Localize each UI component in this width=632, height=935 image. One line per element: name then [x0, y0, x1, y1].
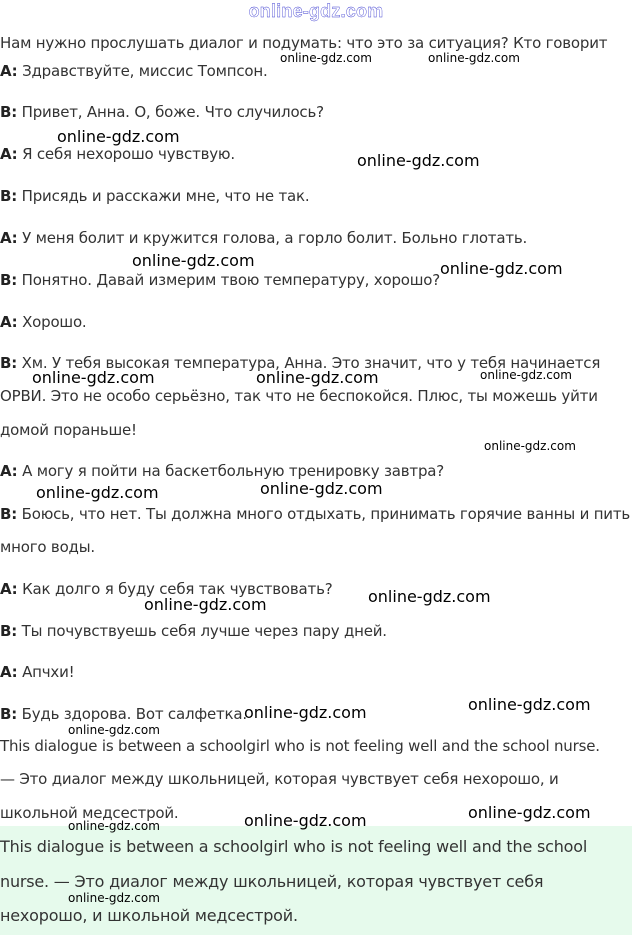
dialogue-text: А могу я пойти на баскетбольную тренировку завтра? [22, 462, 445, 480]
watermark: online-gdz.com [68, 891, 160, 905]
speaker-label: B: [0, 271, 18, 289]
dialogue-line [0, 504, 630, 524]
watermark: online-gdz.com [280, 51, 372, 65]
watermark: online-gdz.com [244, 703, 367, 722]
site-header-logo[interactable]: online-gdz.com [248, 1, 384, 21]
answer-line: нехорошо, и школьной медсестрой. [0, 906, 298, 925]
dialogue-line [0, 621, 387, 641]
watermark: online-gdz.com [68, 723, 160, 737]
dialogue-text: Будь здорова. Вот салфетка. [21, 705, 247, 723]
dialogue-line-continued: ОРВИ. Это не особо серьёзно, так что не беспокойся. Плюс, ты можешь уйти [0, 387, 598, 405]
conclusion-line: This dialogue is between a schoolgirl who is not feeling well and the school nurse. [0, 737, 600, 755]
dialogue-line [0, 228, 527, 248]
watermark: online-gdz.com [132, 251, 255, 270]
dialogue-text: Хорошо. [22, 313, 87, 331]
conclusion-line: — Это диалог между школьницей, которая чувствует себя нехорошо, и [0, 770, 559, 788]
dialogue-line [0, 102, 324, 122]
dialogue-text: Присядь и расскажи мне, что не так. [21, 187, 310, 205]
watermark: online-gdz.com [468, 803, 591, 822]
dialogue-line-continued: много воды. [0, 538, 95, 556]
dialogue-line [0, 186, 309, 206]
dialogue-line [0, 61, 268, 81]
watermark: online-gdz.com [36, 483, 159, 502]
speaker-label: A: [0, 62, 18, 80]
dialogue-text: Хм. У тебя высокая температура, Анна. Это значит, что у тебя начинается [21, 354, 601, 372]
answer-line: This dialogue is between a schoolgirl who is not feeling well and the school [0, 837, 588, 856]
dialogue-text: Апчхи! [22, 663, 75, 681]
answer-line: nurse. — Это диалог между школьницей, которая чувствует себя [0, 872, 544, 891]
watermark: online-gdz.com [368, 587, 491, 606]
speaker-label: A: [0, 663, 18, 681]
dialogue-line-continued: домой пораньше! [0, 421, 137, 439]
speaker-label: A: [0, 313, 18, 331]
speaker-label: B: [0, 354, 18, 372]
dialogue-line [0, 144, 235, 164]
task-text: Нам нужно прослушать диалог и подумать: что это за ситуация? Кто говорит [0, 34, 608, 52]
watermark: online-gdz.com [256, 368, 379, 387]
speaker-label: A: [0, 229, 18, 247]
watermark: online-gdz.com [32, 368, 155, 387]
dialogue-text: Боюсь, что нет. Ты должна много отдыхать, принимать горячие ванны и пить [21, 505, 631, 523]
speaker-label: B: [0, 622, 18, 640]
speaker-label: B: [0, 705, 18, 723]
dialogue-line [0, 270, 440, 290]
speaker-label: B: [0, 505, 18, 523]
watermark: online-gdz.com [428, 51, 520, 65]
dialogue-text: Понятно. Давай измерим твою температуру, хорошо? [21, 271, 441, 289]
watermark: online-gdz.com [468, 695, 591, 714]
dialogue-text: Ты почувствуешь себя лучше через пару дней. [21, 622, 387, 640]
dialogue-line [0, 662, 74, 682]
answer-box [0, 826, 632, 935]
dialogue-text: У меня болит и кружится голова, а горло болит. Больно глотать. [22, 229, 528, 247]
watermark: online-gdz.com [68, 819, 160, 833]
speaker-label: B: [0, 187, 18, 205]
watermark: online-gdz.com [480, 368, 572, 382]
speaker-label: A: [0, 580, 18, 598]
watermark: online-gdz.com [244, 811, 367, 830]
dialogue-line [0, 312, 87, 332]
watermark: online-gdz.com [260, 479, 383, 498]
dialogue-line [0, 461, 444, 481]
speaker-label: A: [0, 462, 18, 480]
dialogue-line [0, 704, 247, 724]
dialogue-text: Здравствуйте, миссис Томпсон. [22, 62, 268, 80]
watermark: online-gdz.com [144, 595, 267, 614]
watermark: online-gdz.com [440, 259, 563, 278]
conclusion-line: школьной медсестрой. [0, 804, 179, 822]
dialogue-text: Я себя нехорошо чувствую. [22, 145, 235, 163]
dialogue-text: Как долго я буду себя так чувствовать? [22, 580, 333, 598]
watermark: online-gdz.com [57, 127, 180, 146]
speaker-label: A: [0, 145, 18, 163]
speaker-label: B: [0, 103, 18, 121]
watermark: online-gdz.com [357, 151, 480, 170]
watermark: online-gdz.com [484, 439, 576, 453]
dialogue-text: Привет, Анна. О, боже. Что случилось? [21, 103, 324, 121]
